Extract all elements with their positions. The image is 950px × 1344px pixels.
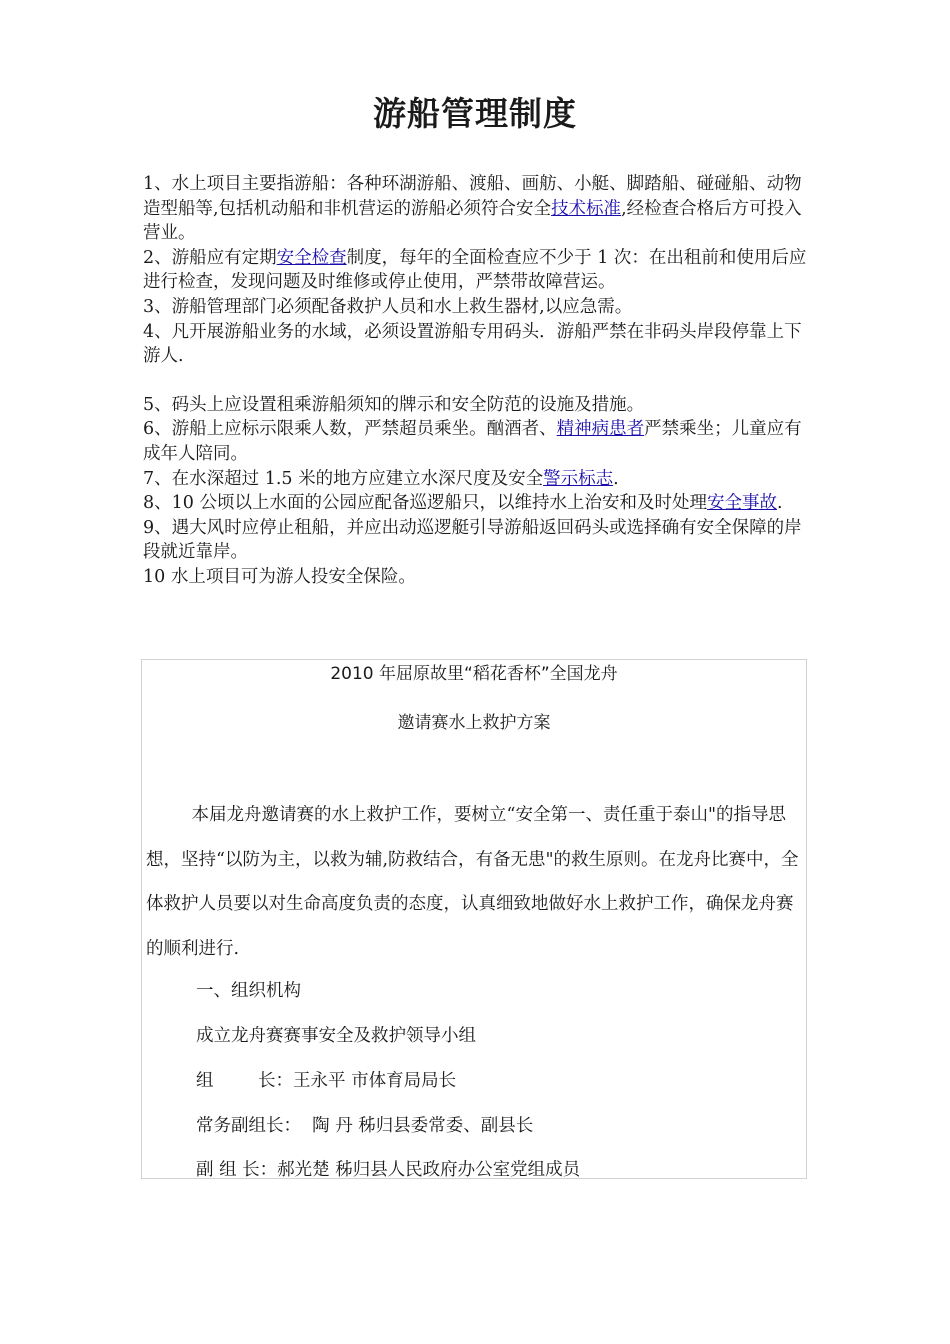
rule-text: 3、游船管理部门必须配备救护人员和水上救生器材,以应急需。 xyxy=(143,296,633,317)
rule-text: 严禁乘坐；儿童应有成年人陪同。 xyxy=(143,419,802,464)
rule-item xyxy=(143,246,815,295)
rule-text: 10 水上项目可为游人投安全保险。 xyxy=(143,566,416,587)
rule-text: 5、码头上应设置租乘游船须知的牌示和安全防范的设施及措施。 xyxy=(143,394,645,415)
leader-line: 组 长：王永平 市体育局局长 xyxy=(196,1071,457,1091)
rule-item xyxy=(143,565,815,590)
rule-text: 7、在水深超过 1.5 米的地方应建立水深尺度及安全 xyxy=(143,468,544,489)
rule-text: 9、遇大风时应停止租船，并应出动巡逻艇引导游船返回码头或选择确有安全保障的岸段就近靠岸。 xyxy=(143,517,802,563)
rule-text: ,经检查合格后方可投入营业。 xyxy=(143,198,802,244)
rule-item xyxy=(143,320,815,369)
rule-text: 6、游船上应标示限乘人数，严禁超员乘坐。酗酒者、 xyxy=(143,419,557,440)
rule-item xyxy=(143,295,815,320)
rule-text: . xyxy=(776,493,783,514)
rescue-plan-box xyxy=(141,659,807,1179)
plan-body-paragraph: 本届龙舟邀请赛的水上救护工作，要树立“安全第一、责任重于泰山"的指导思想，坚持“以防为主，以救为辅,防救结合，有备无患"的救生原则。在龙舟比赛中，全体救护人员要以对生命高度负责的态度，认真细致地做好水上救护工作，确保龙舟赛的顺利进行. xyxy=(146,805,799,959)
rule-text: 2、游船应有定期 xyxy=(143,247,277,268)
rule-item xyxy=(143,172,815,246)
rule-text: 制度，每年的全面检查应不少于 1 次：在出租前和使用后应进行检查，发现问题及时维修或停止使用，严禁带故障营运。 xyxy=(143,247,807,293)
rules-list xyxy=(143,172,815,590)
rule-text: . xyxy=(613,468,619,489)
rule-link[interactable]: 警示标志 xyxy=(543,468,614,489)
rule-item xyxy=(143,467,815,492)
rule-link[interactable]: 精神病患者 xyxy=(556,419,645,440)
rule-item xyxy=(143,516,815,565)
rule-text: 4、凡开展游船业务的水域，必须设置游船专用码头．游船严禁在非码头岸段停靠上下游人. xyxy=(143,321,802,367)
group-name: 成立龙舟赛赛事安全及救护领导小组 xyxy=(196,1026,476,1046)
plan-title-line1: 2010 年屈原故里“稻花香杯”全国龙舟 xyxy=(330,664,618,684)
rule-item xyxy=(143,417,815,466)
rule-text: 1、水上项目主要指游船：各种环湖游船、渡船、画舫、小艇、脚踏船、碰碰船、动物造型船等,包括机动船和非机营运的游船必须符合安全 xyxy=(143,174,802,219)
section-heading: 一、组织机构 xyxy=(196,981,301,1001)
rule-link[interactable]: 技术标准 xyxy=(551,198,622,219)
rule-text: 8、10 公顷以上水面的公园应配备巡逻船只，以维持水上治安和及时处理 xyxy=(143,493,707,514)
exec-deputy-line: 常务副组长： 陶 丹 秭归县委常委、副县长 xyxy=(196,1116,534,1136)
rule-item xyxy=(143,491,815,516)
rule-link[interactable]: 安全检查 xyxy=(276,247,347,268)
page-title: 游船管理制度 xyxy=(373,94,577,133)
rule-link[interactable]: 安全事故 xyxy=(706,493,777,514)
rule-item xyxy=(143,393,815,418)
deputy-line: 副 组 长：郝光楚 秭归县人民政府办公室党组成员 xyxy=(196,1160,581,1179)
plan-title-line2: 邀请赛水上救护方案 xyxy=(397,713,551,733)
